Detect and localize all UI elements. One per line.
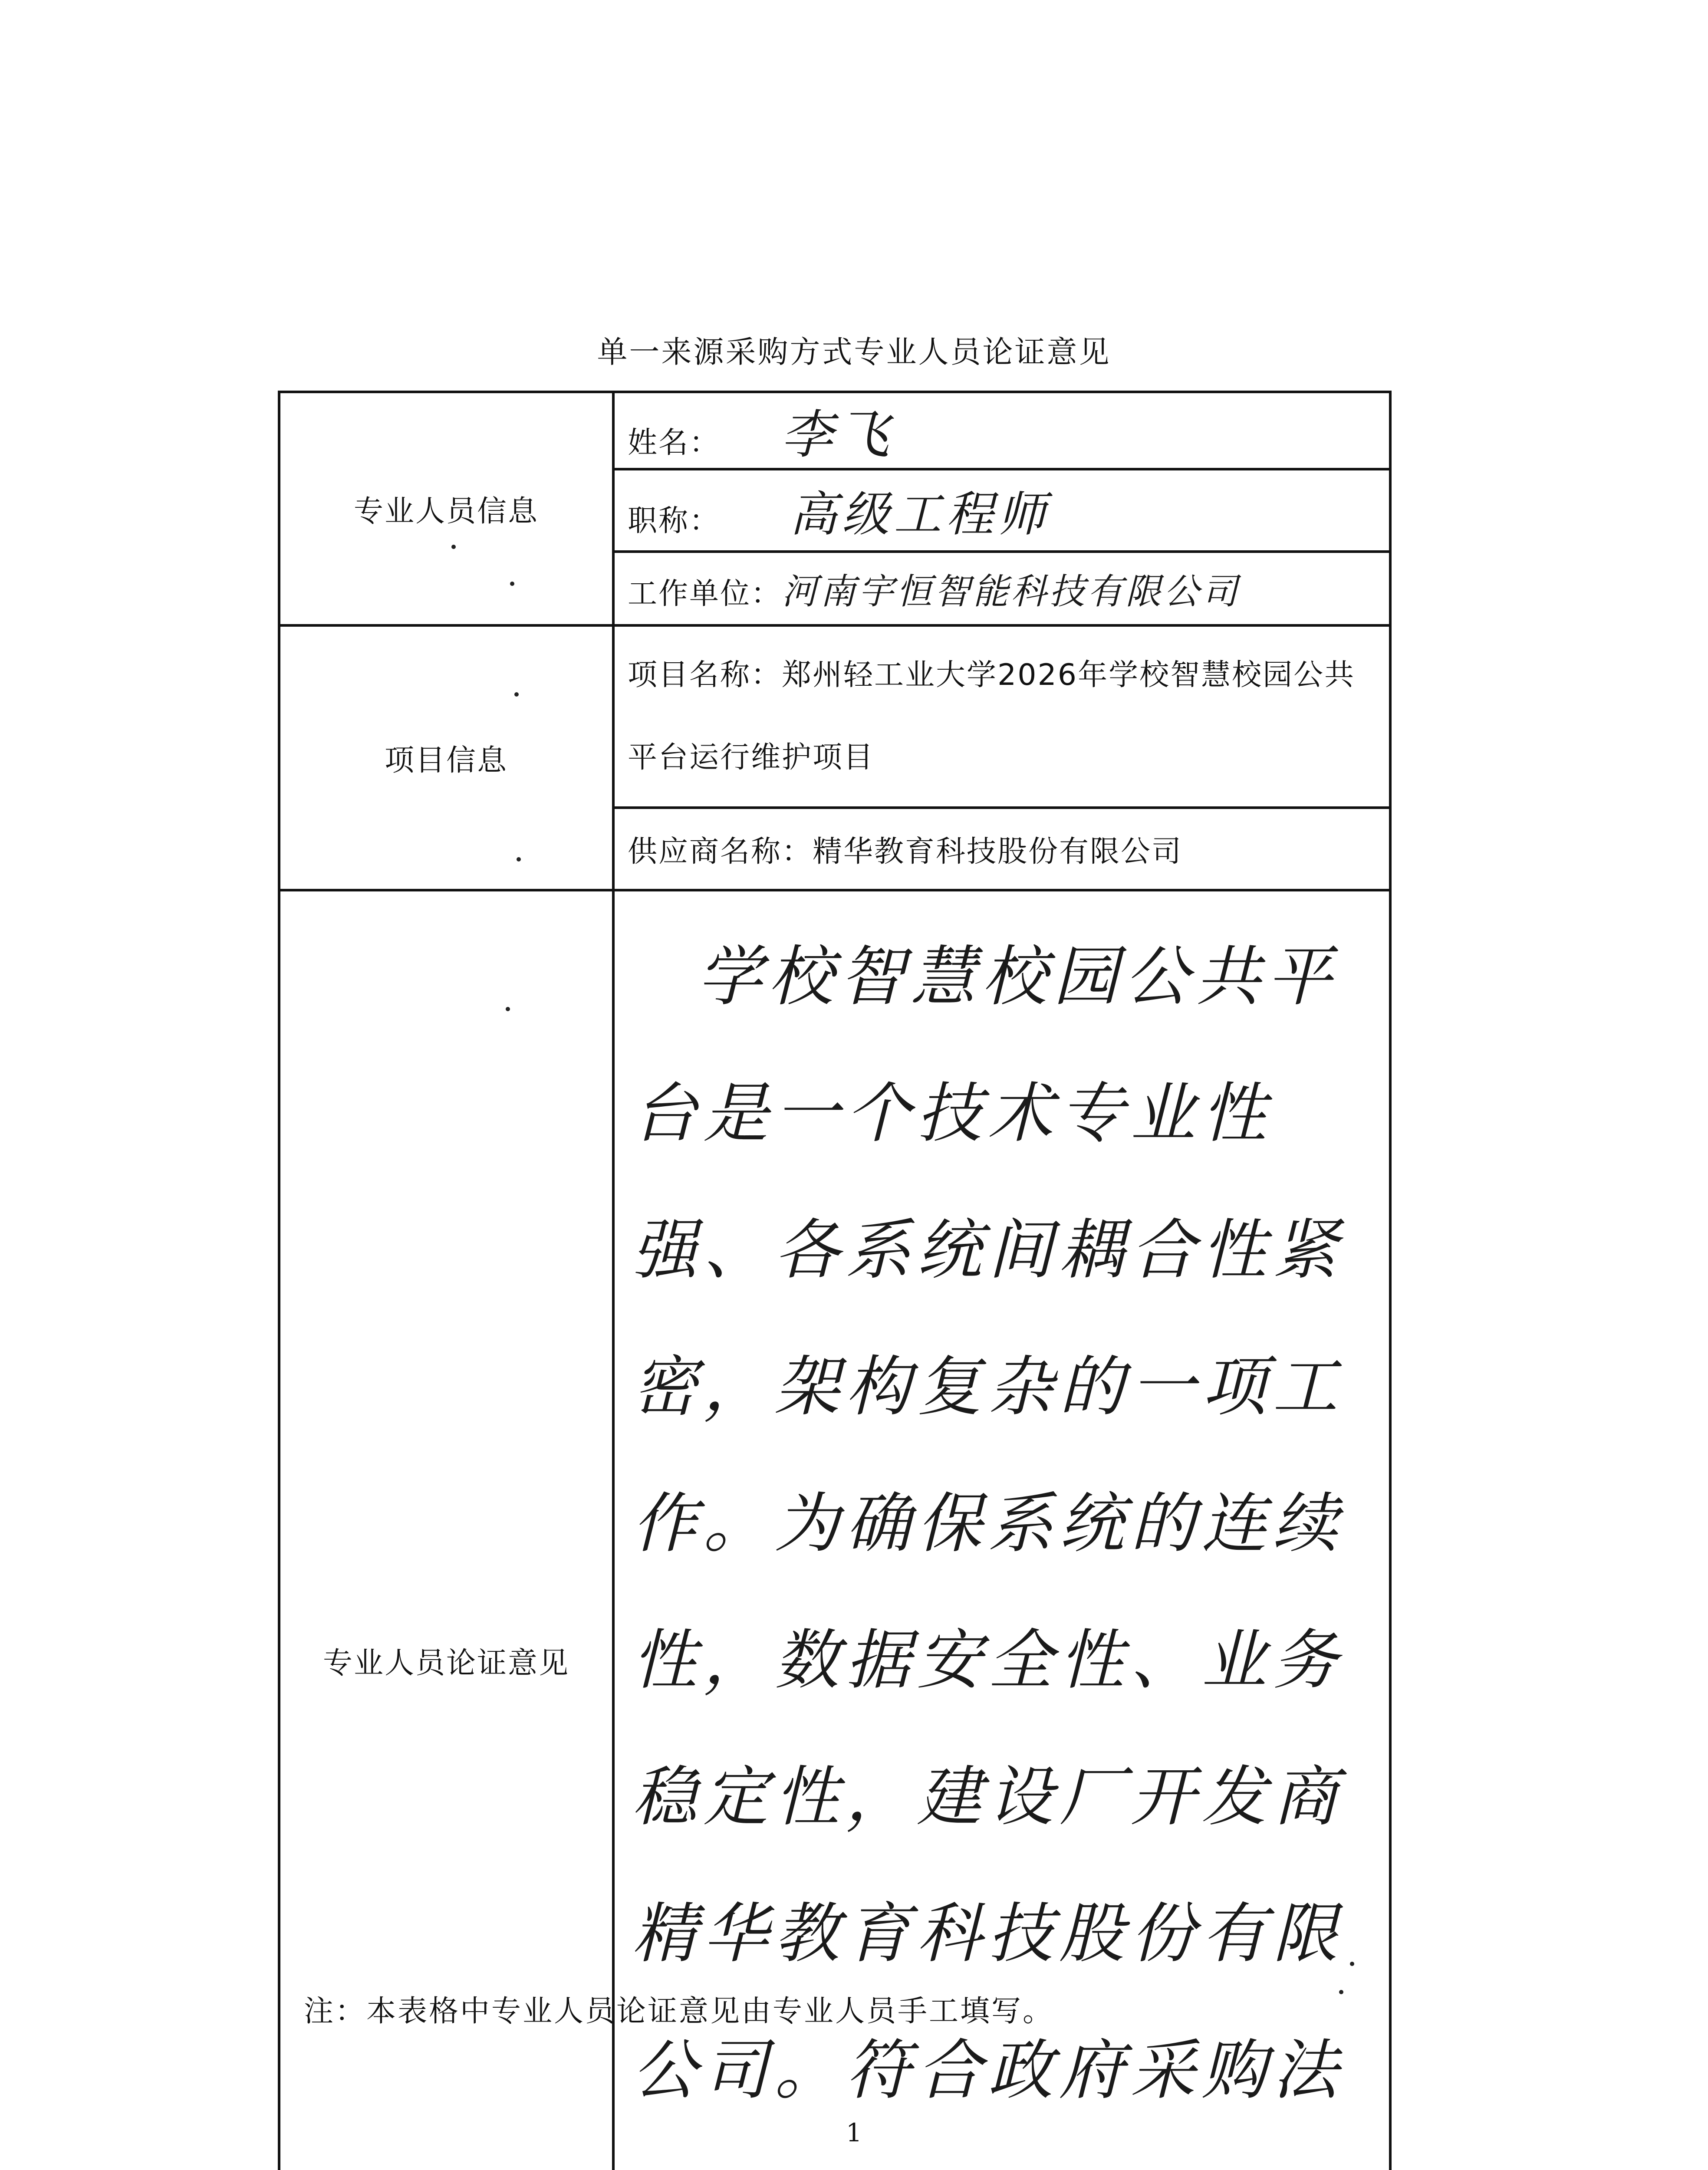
scan-speck (451, 545, 456, 549)
name-label: 姓名： (628, 426, 721, 460)
project-name-value: 郑州轻工业大学2026年学校智慧校园公共平台运行维护项目 (628, 658, 1356, 775)
project-info-label: 项目信息 (279, 625, 613, 890)
scan-speck (506, 1007, 510, 1011)
job-title-label: 职称： (628, 504, 721, 538)
scan-speck (510, 582, 514, 586)
opinion-form-table (278, 391, 1392, 2170)
job-title-value: 高级工程师 (790, 487, 1050, 542)
opinion-text: 学校智慧校园公共平台是一个技术专业性强、各系统间耦合性紧密，架构复杂的一项工作。为确保系统的连续性，数据安全性、业务稳定性，建设厂开发商精华教育科技股份有限公司。符合政府采购法 (632, 939, 1344, 2108)
employer-label: 工作单位： (628, 576, 782, 611)
page-number: 1 (846, 2118, 862, 2147)
project-name-label: 项目名称： (628, 658, 782, 692)
opinion-cell (613, 890, 1390, 2170)
employer-field (613, 552, 1390, 625)
project-name-field (613, 625, 1390, 808)
title-field (613, 469, 1390, 552)
supplier-label: 供应商名称： (628, 834, 813, 869)
name-value: 李飞 (781, 405, 894, 465)
footnote: 注：本表格中专业人员论证意见由专业人员手工填写。 (304, 1994, 1054, 2029)
employer-value: 河南宇恒智能科技有限公司 (782, 571, 1241, 612)
scan-speck (1339, 1990, 1343, 1994)
personnel-info-label: 专业人员信息 (279, 392, 613, 625)
opinion-label: 专业人员论证意见 (279, 890, 613, 2170)
name-field (613, 392, 1390, 469)
scan-speck (517, 857, 521, 861)
scan-speck (514, 692, 519, 697)
supplier-field (613, 808, 1390, 890)
scan-speck (1350, 1962, 1354, 1966)
supplier-value: 精华教育科技股份有限公司 (813, 834, 1183, 869)
page-title: 单一来源采购方式专业人员论证意见 (597, 334, 1111, 370)
